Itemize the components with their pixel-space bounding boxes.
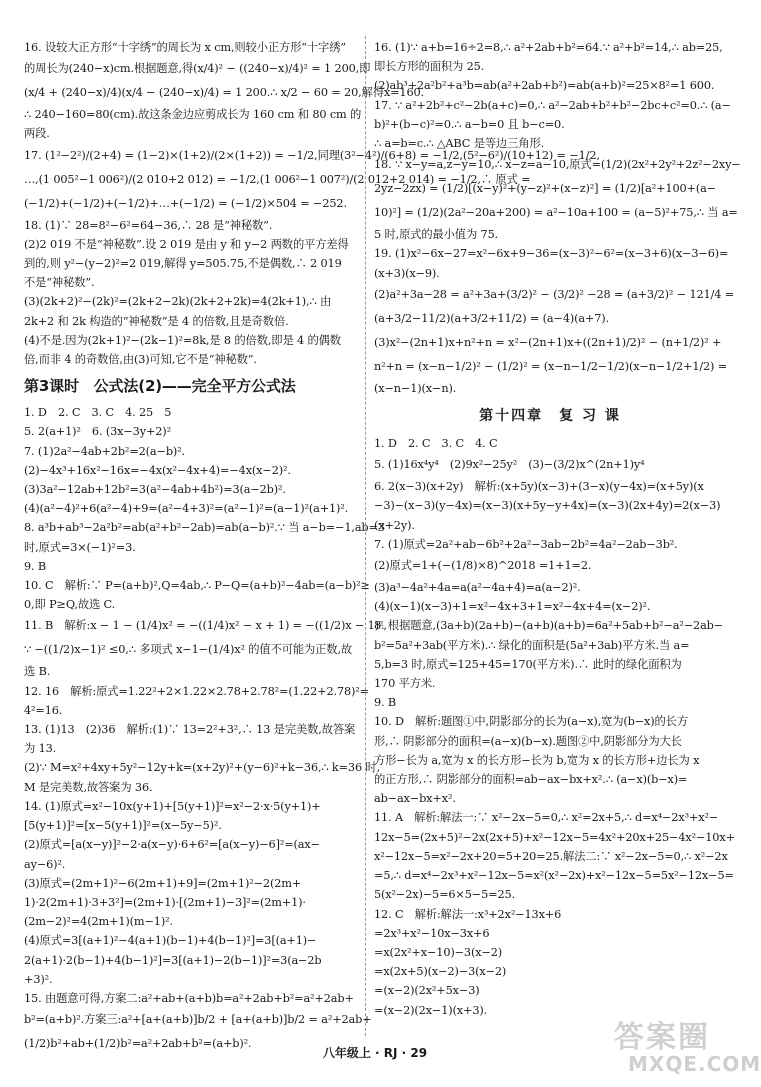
answer-line: 4²=16. (24, 703, 63, 717)
answer-line: ∴ a=b=c.∴ △ABC 是等边三角形. (374, 137, 545, 151)
answer-line: 10. C 解析:∵ P=(a+b)²,Q=4ab,∴ P−Q=(a+b)²−4ab=(a−b)²≥ (24, 579, 370, 593)
answer-line: =(x−2)(2x−1)(x+3). (374, 1003, 488, 1017)
answer-line: 5(x²−2x)−5=6×5−5=25. (374, 888, 515, 902)
answer-line: 18. ∵ x−y=a,z−y=10,∴ x−z=a−10,原式=(1/2)(2x²+2y²+2z²−2xy− (374, 158, 741, 172)
answer-line: 2(a+1)·2(b−1)+4(b−1)²]=3[(a+1)−2(b−1)]²=3(a−2b (24, 953, 322, 967)
answer-line: (2)∵ M=x²+4xy+5y²−12y+k=(x+2y)²+(y−6)²+k−36,∴ k=36 时, (24, 761, 381, 775)
answer-line: 9. B (374, 696, 397, 710)
answer-line: (4)原式=3[(a+1)²−4(a+1)(b−1)+4(b−1)²]=3[(a+1)− (24, 934, 317, 948)
answer-line: 5. 2(a+1)² 6. (3x−3y+2)² (24, 425, 171, 439)
answer-line: =x(2x²+x−10)−3(x−2) (374, 945, 503, 959)
answer-line: 方形−长为 a,宽为 x 的长方形−长为 b,宽为 x 的长方形+边长为 x (374, 753, 700, 767)
answer-line: 8. a³b+ab³−2a²b²=ab(a²+b²−2ab)=ab(a−b)².∵ 当 a−b=−1,ab=3 (24, 521, 385, 535)
answer-line: 10. D 解析:题图①中,阴影部分的长为(a−x),宽为(b−x)的长方 (374, 715, 688, 729)
answer-line: 0,即 P≥Q,故选 C. (24, 598, 116, 612)
answer-line: 即长方形的面积为 25. (374, 60, 485, 74)
answer-line: 11. B 解析:x − 1 − (1/4)x² = −((1/4)x² − x + 1) = −((1/2)x − 1)², (24, 619, 387, 633)
watermark-text-top: 答案圈 (614, 1020, 710, 1055)
section-heading: 第3课时 公式法(2)——完全平方公式法 (24, 377, 296, 396)
page-footer: 八年级上 · RJ · 29 (322, 1046, 428, 1060)
column-divider (365, 36, 366, 1036)
answer-line: (2)a²+3a−28 = a²+3a+(3/2)² − (3/2)² −28 = (a+3/2)² − 121/4 = (374, 287, 735, 301)
answer-line: ∴ 240−160=80(cm).故这条金边应剪成长为 160 cm 和 80 cm 的 (24, 108, 362, 122)
answer-line: [5(y+1)]²=[x−5(y+1)]²=(x−5y−5)². (24, 819, 222, 833)
chapter-heading: 第十四章 复 习 课 (479, 408, 621, 425)
answer-line: +3)². (24, 972, 53, 986)
answer-line: 12. C 解析:解法一:x³+2x²−13x+6 (374, 907, 562, 921)
answer-line: 1. D 2. C 3. C 4. C (374, 437, 498, 451)
answer-line: 形,∴ 阴影部分的面积=(a−x)(b−x).题图②中,阴影部分为大长 (374, 734, 682, 748)
answer-line: 17. ∵ a²+2b²+c²−2b(a+c)=0,∴ a²−2ab+b²+b²−2bc+c²=0.∴ (a− (374, 98, 731, 112)
answer-line: 选 B. (24, 665, 51, 679)
answer-line: (3)原式=(2m+1)²−6(2m+1)+9]=(2m+1)²−2(2m+ (24, 876, 302, 890)
answer-line: 2yz−2zx) = (1/2)[(x−y)²+(y−z)²+(x−z)²] = (1/2)[a²+100+(a− (374, 182, 716, 196)
answer-line: x²−12x−5=x²−2x+20=5+20=25.解法二:∵ x²−2x−5=0,∴ x²−2x (374, 849, 728, 863)
answer-line: =x(2x+5)(x−2)−3(x−2) (374, 965, 507, 979)
answer-line: (3)x²−(2n+1)x+n²+n = x²−(2n+1)x+((2n+1)/2)² − (n+1/2)² + (374, 335, 722, 349)
answer-line: (−1/2)+(−1/2)+(−1/2)+…+(−1/2) = (−1/2)×504 = −252. (24, 196, 347, 210)
answer-line: b²=5a²+3ab(平方米).∴ 绿化的面积是(5a²+3ab)平方米.当 a= (374, 638, 690, 652)
answer-line: 不是“神秘数”. (24, 276, 95, 290)
answer-line: (2)2 019 不是“神秘数”.设 2 019 是由 y 和 y−2 两数的平方差得 (24, 237, 349, 251)
answer-line: (x−n−1)(x−n). (374, 381, 457, 395)
answer-line: 15. 由题意可得,方案二:a²+ab+(a+b)b=a²+2ab+b²=a²+2ab+ (24, 991, 354, 1005)
answer-line: 17. (1²−2²)/(2+4) = (1−2)×(1+2)/(2×(1+2)) = −1/2,同理(3²−4²)/(6+8) = −1/2,(5²−6²)/(10+12) = −1/2, (24, 148, 600, 162)
answer-line: 16. 设较大正方形“十字绣”的周长为 x cm,则较小正方形“十字绣” (24, 41, 346, 54)
answer-line: n²+n = (x−n−1/2)² − (1/2)² = (x−n−1/2−1/2)(x−n−1/2+1/2) = (374, 359, 728, 373)
answer-line: 两段. (24, 127, 50, 141)
answer-line: 7. (1)原式=2a²+ab−6b²+2a²−3ab−2b²=4a²−2ab−3b². (374, 537, 678, 551)
answer-line: ab−ax−bx+x². (374, 792, 456, 806)
answer-line: b²=(a+b)².方案三:a²+[a+(a+b)]b/2 + [a+(a+b)]b/2 = a²+2ab+ (24, 1013, 372, 1027)
answer-line: (3)3a²−12ab+12b²=3(a²−4ab+4b²)=3(a−2b)². (24, 483, 286, 497)
answer-line: (2)原式=[a(x−y)]²−2·a(x−y)·6+6²=[a(x−y)−6]²=(ax− (24, 838, 320, 852)
answer-line: (x/4 + (240−x)/4)(x/4 − (240−x)/4) = 1 200.∴ x/2 − 60 = 20,解得x=160. (24, 86, 424, 100)
answer-line: (3)a³−4a²+4a=a(a²−4a+4)=a(a−2)². (374, 581, 581, 595)
answer-line: ay−6)². (24, 857, 66, 871)
answer-line: 5 时,原式的最小值为 75. (374, 228, 499, 242)
answer-line: (a+3/2−11/2)(a+3/2+11/2) = (a−4)(a+7). (374, 311, 610, 325)
watermark-logo (610, 1012, 761, 1082)
answer-line: 的周长为(240−x)cm.根据题意,得(x/4)² − ((240−x)/4)² = 1 200,即 (24, 62, 371, 76)
answer-line: (2)−4x³+16x²−16x=−4x(x²−4x+4)=−4x(x−2)². (24, 463, 291, 477)
answer-line: 7. (1)2a²−4ab+2b²=2(a−b)². (24, 444, 185, 458)
answer-line: 12. 16 解析:原式=1.22²+2×1.22×2.78+2.78²=(1.22+2.78)²= (24, 684, 369, 698)
answer-line: 1. D 2. C 3. C 4. 25 5 (24, 406, 172, 420)
right-column (374, 38, 741, 1020)
answer-line: 14. (1)原式=x²−10x(y+1)+[5(y+1)]²=x²−2·x·5(y+1)+ (24, 799, 321, 813)
answer-line: (4)不是.因为(2k+1)²−(2k−1)²=8k,是 8 的倍数,即是 4 的偶数 (24, 333, 341, 347)
answer-line: 19. (1)x²−6x−27=x²−6x+9−36=(x−3)²−6²=(x−3+6)(x−3−6)= (374, 247, 729, 261)
watermark-text-bottom: MXQE.COM (628, 1052, 761, 1076)
answer-line: (1/2)b²+ab+(1/2)b²=a²+2ab+b²=(a+b)². (24, 1037, 252, 1051)
answer-line: (x+2y). (374, 518, 415, 532)
answer-line: (4)(x−1)(x−3)+1=x²−4x+3+1=x²−4x+4=(x−2)². (374, 600, 651, 614)
answer-line: 12x−5=(2x+5)²−2x(2x+5)+x²−12x−5=4x²+20x+25−4x²−10x+ (374, 830, 735, 844)
answer-line: 5,b=3 时,原式=125+45=170(平方米).∴ 此时的绿化面积为 (374, 657, 682, 671)
answer-line: 170 平方米. (374, 677, 436, 691)
answer-line: 的正方形,∴ 阴影部分的面积=ab−ax−bx+x².∴ (a−x)(b−x)= (374, 773, 688, 787)
answer-line: (3)(2k+2)²−(2k)²=(2k+2−2k)(2k+2+2k)=4(2k+1),∴ 由 (24, 295, 332, 309)
answer-line: =(x−2)(2x²+5x−3) (374, 984, 480, 998)
answer-line: =5,∴ d=x⁴−2x³+x²−12x−5=x²(x²−2x)+x²−12x−5=5x²−12x−5= (374, 869, 734, 883)
answer-line: 8. 根据题意,(3a+b)(2a+b)−(a+b)(a+b)=6a²+5ab+b²−a²−2ab− (374, 619, 724, 633)
answer-line: (2)ab³+2a²b²+a³b=ab(a²+2ab+b²)=ab(a+b)²=25×8²=1 600. (374, 79, 715, 93)
answer-line: 18. (1)∵ 28=8²−6²=64−36,∴ 28 是“神秘数”. (24, 218, 273, 232)
answer-line: (2)原式=1+(−(1/8)×8)^2018 =1+1=2. (374, 559, 592, 573)
answer-line: ∵ −((1/2)x−1)² ≤0,∴ 多项式 x−1−(1/4)x² 的值不可能为正数,故 (24, 643, 353, 657)
answer-line: 6. 2(x−3)(x+2y) 解析:(x+5y)(x−3)+(3−x)(y−4x)=(x+5y)(x (374, 480, 704, 494)
answer-line: 5. (1)16x⁴y⁴ (2)9x²−25y² (3)−(3/2)x^(2n+1)y⁴ (374, 458, 645, 472)
answer-line: 倍,而非 4 的奇数倍,由(3)可知,它不是“神秘数”. (24, 353, 257, 367)
answer-line: (2m−2)²=4(2m+1)(m−1)². (24, 915, 173, 929)
answer-line: 16. (1)∵ a+b=16÷2=8,∴ a²+2ab+b²=64.∵ a²+b²=14,∴ ab=25, (374, 41, 723, 54)
answer-line: (x+3)(x−9). (374, 266, 440, 280)
answer-line: 1)·2(2m+1)·3+3²]=(2m+1)·[(2m+1)−3]²=(2m+1)· (24, 895, 306, 909)
answer-line: −3)−(x−3)(y−4x)=(x−3)(x+5y−y+4x)=(x−3)(2x+4y)=2(x−3) (374, 499, 721, 513)
answer-line: 到的,则 y²−(y−2)²=2 019,解得 y=505.75,不是偶数,∴ 2 019 (24, 257, 342, 271)
answer-line: 为 13. (24, 742, 57, 756)
answer-line: M 是完美数,故答案为 36. (24, 780, 153, 794)
answer-line: b)²+(b−c)²=0.∴ a−b=0 且 b−c=0. (374, 117, 565, 131)
answer-line: …,(1 005²−1 006²)/(2 010+2 012) = −1/2,(1 006²−1 007²)/(2 012+2 014) = −1/2,∴ 原式 = (24, 172, 531, 186)
answer-line: 13. (1)13 (2)36 解析:(1)∵ 13=2²+3²,∴ 13 是完美数,故答案 (24, 723, 356, 737)
answer-line: 10)²] = (1/2)(2a²−20a+200) = a²−10a+100 = (a−5)²+75,∴ 当 a= (374, 206, 738, 220)
answer-line: 2k+2 和 2k 构造的“神秘数”是 4 的倍数,且是奇数倍. (24, 314, 289, 328)
answer-line: 时,原式=3×(−1)²=3. (24, 540, 136, 554)
answer-line: (4)(a²−4)²+6(a²−4)+9=(a²−4+3)²=(a²−1)²=(a−1)²(a+1)². (24, 502, 349, 516)
answer-line: 9. B (24, 559, 47, 573)
answer-line: =2x³+x²−10x−3x+6 (374, 926, 490, 940)
answer-line: 11. A 解析:解法一:∵ x²−2x−5=0,∴ x²=2x+5,∴ d=x⁴−2x³+x²− (374, 811, 719, 825)
